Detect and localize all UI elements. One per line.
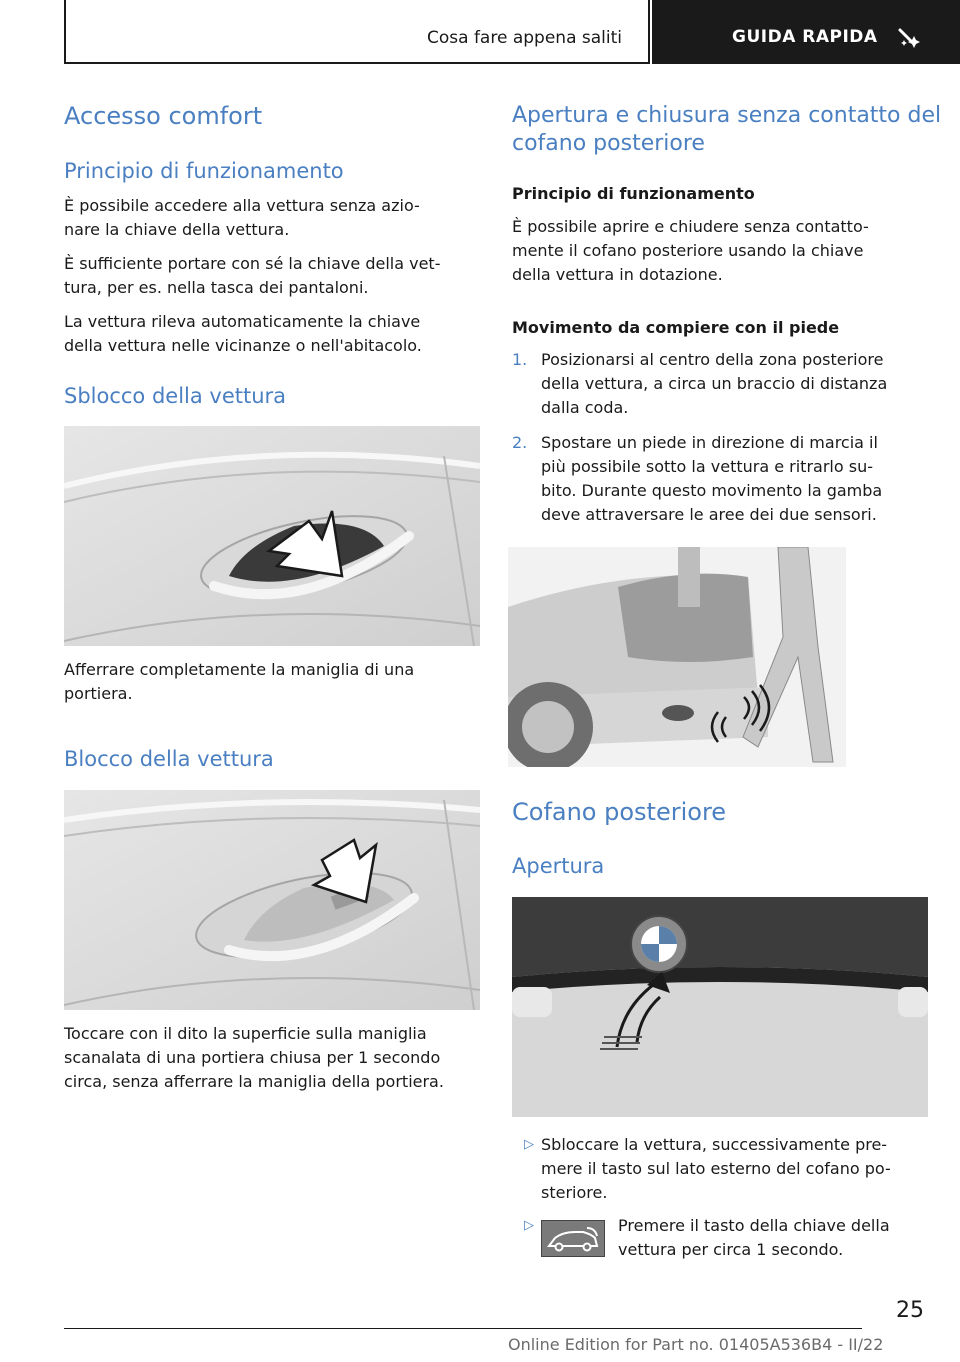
paragraph-unlock <box>64 658 414 706</box>
text-line: Premere il tasto della chiave della <box>618 1216 890 1235</box>
header-chapter-title: GUIDA RAPIDA <box>732 27 878 47</box>
text-line: dalla coda. <box>541 398 629 417</box>
text-line: tura, per es. nella tasca dei pantaloni. <box>64 278 369 297</box>
wand-sparkle-icon <box>896 26 922 52</box>
step-number: 1. <box>512 350 528 369</box>
tailgate-button-illustration <box>512 897 928 1117</box>
paragraph-access-2 <box>64 252 440 300</box>
heading-principle: Principio di funzionamento <box>64 159 344 183</box>
text-line: mente il cofano posteriore usando la chiave <box>512 241 864 260</box>
bullet-text <box>618 1214 890 1262</box>
text-line: La vettura rileva automaticamente la chiave <box>64 312 421 331</box>
heading-contactless-tailgate <box>512 102 941 158</box>
paragraph-access-1 <box>64 194 420 242</box>
bullet-text <box>541 1133 891 1205</box>
paragraph-access-3 <box>64 310 422 358</box>
header-chapter-tab <box>652 0 960 64</box>
text-line: della vettura, a circa un braccio di distanza <box>541 374 888 393</box>
text-line: Afferrare completamente la maniglia di una <box>64 660 415 679</box>
text-line: della vettura nelle vicinanze o nell'abitacolo. <box>64 336 422 355</box>
step-number: 2. <box>512 433 528 452</box>
bullet-triangle-icon: ▷ <box>524 1218 534 1233</box>
heading-line: cofano posteriore <box>512 131 705 156</box>
text-line: nare la chiave della vettura. <box>64 220 290 239</box>
text-line: È sufficiente portare con sé la chiave della vet- <box>64 254 441 273</box>
heading-lock: Blocco della vettura <box>64 747 274 771</box>
text-line: più possibile sotto la vettura e ritrarlo su- <box>541 457 873 476</box>
foot-sensor-illustration <box>508 547 846 767</box>
text-line: È possibile aprire e chiudere senza contatto- <box>512 217 869 236</box>
heading-comfort-access: Accesso comfort <box>64 102 263 130</box>
text-line: deve attraversare le aree dei due sensori. <box>541 505 877 524</box>
subheading-foot-movement: Movimento da compiere con il piede <box>512 318 840 337</box>
door-handle-touch-illustration <box>64 790 480 1010</box>
heading-opening: Apertura <box>512 854 605 878</box>
text-line: mere il tasto sul lato esterno del cofano po- <box>541 1159 891 1178</box>
paragraph-contactless-principle <box>512 215 869 287</box>
door-handle-grab-illustration <box>64 426 480 646</box>
step-text <box>541 348 887 420</box>
text-line: bito. Durante questo movimento la gamba <box>541 481 883 500</box>
footer-divider <box>64 1328 862 1329</box>
paragraph-lock <box>64 1022 444 1094</box>
header-section-title: Cosa fare appena saliti <box>427 28 622 48</box>
subheading-principle: Principio di funzionamento <box>512 184 755 203</box>
text-line: Posizionarsi al centro della zona posteriore <box>541 350 884 369</box>
text-line: vettura per circa 1 secondo. <box>618 1240 844 1259</box>
text-line: steriore. <box>541 1183 608 1202</box>
footer-edition: Online Edition for Part no. 01405A536B4 - II/22 <box>508 1335 884 1354</box>
text-line: Toccare con il dito la superficie sulla maniglia <box>64 1024 427 1043</box>
step-text <box>541 431 882 527</box>
text-line: scanalata di una portiera chiusa per 1 secondo <box>64 1048 441 1067</box>
heading-unlock: Sblocco della vettura <box>64 384 287 408</box>
bullet-triangle-icon: ▷ <box>524 1137 534 1152</box>
text-line: della vettura in dotazione. <box>512 265 723 284</box>
heading-tailgate: Cofano posteriore <box>512 798 727 826</box>
text-line: circa, senza afferrare la maniglia della portiera. <box>64 1072 444 1091</box>
page-number: 25 <box>896 1298 924 1323</box>
header-section-box <box>64 0 650 64</box>
text-line: portiera. <box>64 684 133 703</box>
text-line: È possibile accedere alla vettura senza azio- <box>64 196 420 215</box>
text-line: Sbloccare la vettura, successivamente pre- <box>541 1135 888 1154</box>
heading-line: Apertura e chiusura senza contatto del <box>512 103 942 128</box>
tailgate-key-button-icon <box>541 1220 605 1257</box>
text-line: Spostare un piede in direzione di marcia il <box>541 433 878 452</box>
